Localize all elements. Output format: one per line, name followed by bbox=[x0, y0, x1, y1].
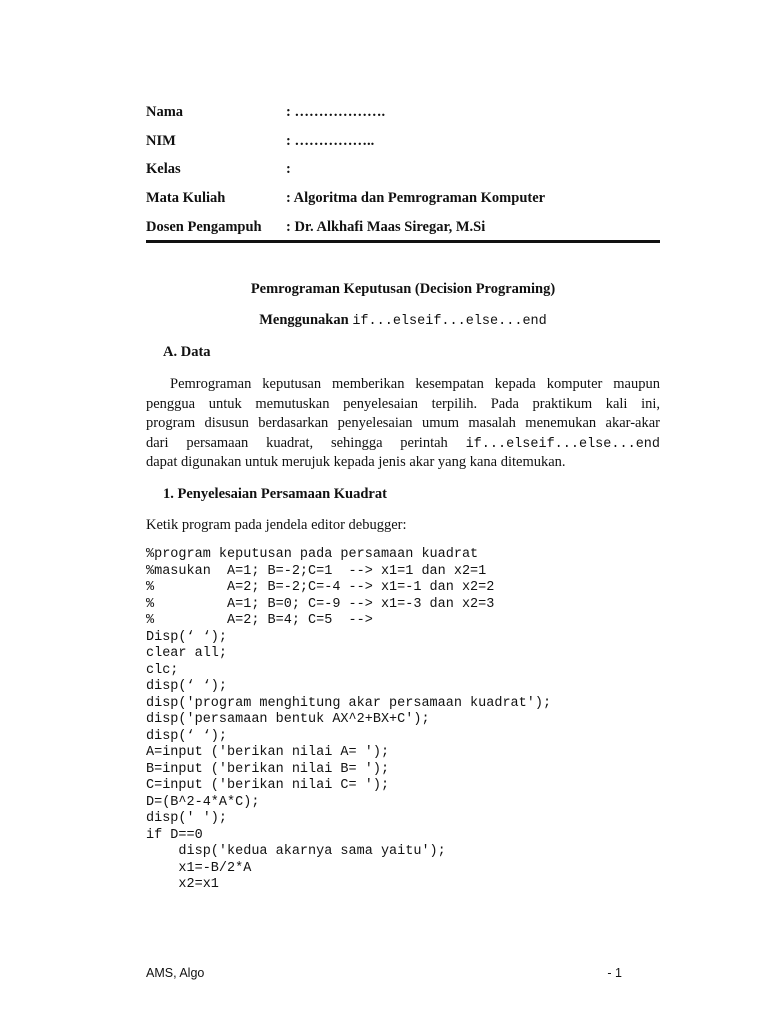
code-line: disp('program menghitung akar persamaan kuadrat'); bbox=[146, 695, 552, 711]
info-label: Mata Kuliah bbox=[146, 190, 226, 206]
section-a-heading: A. Data bbox=[163, 344, 211, 360]
code-line: % A=1; B=0; C=-9 --> x1=-3 dan x2=3 bbox=[146, 596, 495, 612]
code-line: %masukan A=1; B=-2;C=1 --> x1=1 dan x2=1 bbox=[146, 563, 487, 579]
editor-instruction: Ketik program pada jendela editor debugger: bbox=[146, 517, 407, 533]
code-line: A=input ('berikan nilai A= '); bbox=[146, 745, 390, 760]
header-divider bbox=[146, 240, 660, 243]
code-line: Disp(‘ ‘); bbox=[146, 629, 228, 645]
paragraph-line: program disusun berdasarkan penyelesaian umum masalah menemukan akar-akar bbox=[146, 415, 660, 432]
subsection-1-heading: 1. Penyelesaian Persamaan Kuadrat bbox=[163, 486, 387, 502]
code-listing bbox=[146, 547, 551, 894]
paragraph-line: Pemrograman keputusan memberikan kesempatan kepada komputer maupun bbox=[170, 376, 660, 392]
subtitle-code: if...elseif...else...end bbox=[352, 314, 547, 329]
info-value: : Algoritma dan Pemrograman Komputer bbox=[286, 190, 546, 206]
code-line: clear all; bbox=[146, 646, 228, 661]
paragraph-line: penggua untuk memutuskan penyelesaian terpilih. Pada praktikum kali ini, bbox=[146, 395, 660, 412]
code-line: disp(‘ ‘); bbox=[146, 728, 228, 744]
info-value: : …………….. bbox=[286, 133, 375, 149]
info-value: : ………………. bbox=[286, 104, 386, 120]
footer-author: AMS, Algo bbox=[146, 966, 205, 980]
code-line: disp('persamaan bentuk AX^2+BX+C'); bbox=[146, 712, 430, 727]
subtitle-text: Menggunakan bbox=[259, 312, 353, 328]
code-line: C=input ('berikan nilai C= '); bbox=[146, 778, 390, 793]
code-line: clc; bbox=[146, 662, 179, 678]
code-line: x2=x1 bbox=[146, 877, 219, 892]
code-line: disp(‘ ‘); bbox=[146, 679, 228, 694]
paragraph-text: dari persamaan kuadrat, sehingga perintah bbox=[146, 434, 466, 451]
code-line: x1=-B/2*A bbox=[146, 860, 252, 876]
code-line: disp(' '); bbox=[146, 811, 228, 826]
code-line: % A=2; B=4; C=5 --> bbox=[146, 613, 373, 628]
info-label: Dosen Pengampuh bbox=[146, 219, 262, 235]
code-line: if D==0 bbox=[146, 827, 203, 843]
code-line: disp('kedua akarnya sama yaitu'); bbox=[146, 844, 446, 859]
code-line: %program keputusan pada persamaan kuadrat bbox=[146, 547, 479, 562]
paragraph-line: dapat digunakan untuk merujuk kepada jenis akar yang kana ditemukan. bbox=[146, 454, 566, 471]
code-line: D=(B^2-4*A*C); bbox=[146, 794, 260, 810]
code-line: B=input ('berikan nilai B= '); bbox=[146, 761, 390, 777]
paragraph-code: if...elseif...else...end bbox=[465, 436, 660, 452]
page-number: - 1 bbox=[607, 966, 622, 980]
info-label: Nama bbox=[146, 104, 184, 120]
info-label: Kelas bbox=[146, 161, 181, 177]
paragraph-line bbox=[146, 434, 660, 454]
info-label: NIM bbox=[146, 133, 176, 149]
document-subtitle bbox=[146, 312, 660, 329]
code-line: % A=2; B=-2;C=-4 --> x1=-1 dan x2=2 bbox=[146, 580, 495, 595]
info-value: : Dr. Alkhafi Maas Siregar, M.Si bbox=[286, 219, 486, 235]
document-title: Pemrograman Keputusan (Decision Programing) bbox=[250, 281, 556, 297]
section-a-paragraph bbox=[146, 375, 660, 473]
info-value: : bbox=[286, 161, 291, 177]
